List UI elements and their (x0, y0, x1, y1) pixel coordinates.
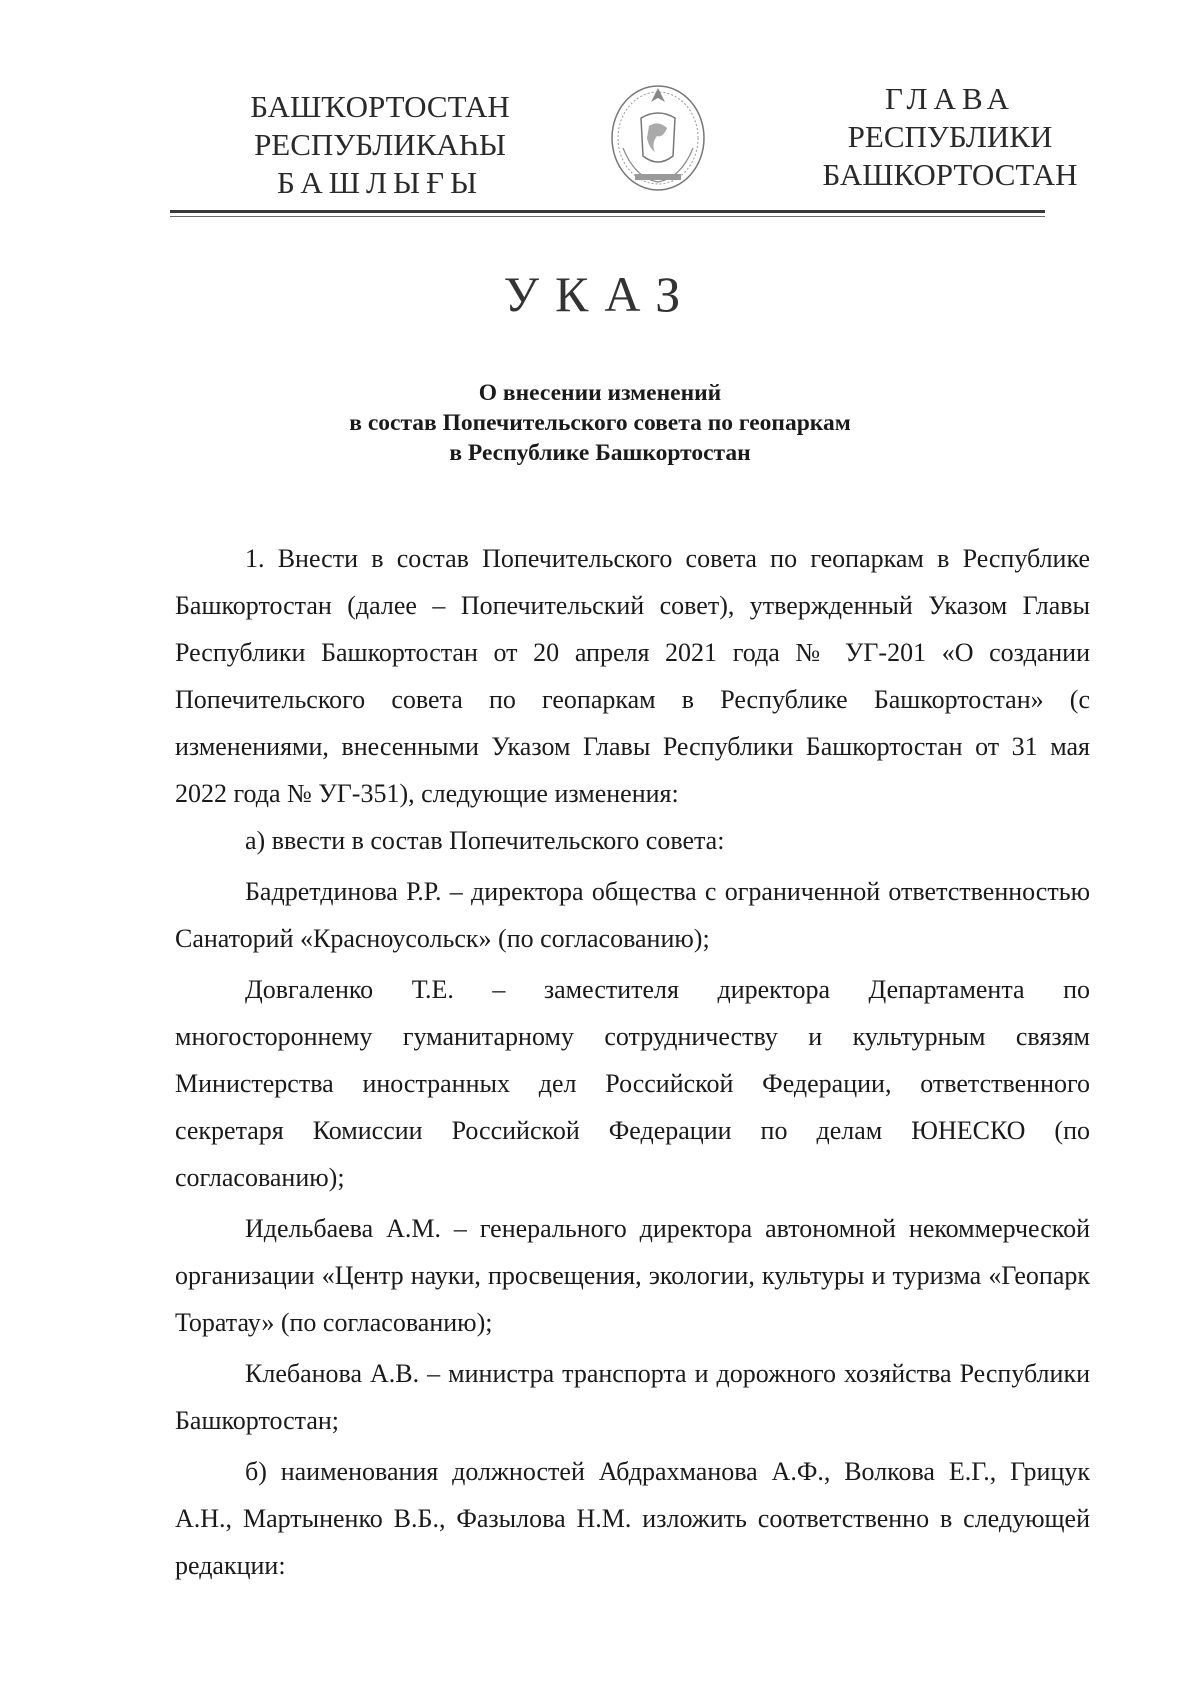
paragraph: 1. Внести в состав Попечительского совета по геопаркам в Республике Башкортостан (далее – Попечительский совет), утвержденный Указом Главы Республики Башкортостан от 20 апреля 2021 года № УГ-201 «О создании Попечительского совета по геопаркам в Республике Башкортостан» (с изменениями, внесенными Указом Главы Республики Башкортостан от 31 мая 2022 года № УГ-351), следующие изменения: (175, 544, 1090, 808)
document-title (200, 378, 1000, 468)
paragraph: Клебанова А.В. – министра транспорта и дорожного хозяйства Республики Башкортостан; (175, 1359, 1090, 1435)
paragraph: Довгаленко Т.Е. – заместителя директора Департамента по многостороннему гуманитарному сотрудничеству и культурным связям Министерства иностранных дел Российской Федерации, ответственного секретаря Комиссии Российской Федерации по делам ЮНЕСКО (по согласованию); (175, 975, 1090, 1192)
header-bashkir-line-3: БАШЛЫҒЫ (276, 165, 484, 200)
coat-of-arms-emblem (605, 78, 711, 198)
paragraph: Идельбаева А.М. – генерального директора автономной некоммерческой организации «Центр науки, просвещения, экологии, культуры и туризма «Геопарк Торатау» (по согласованию); (175, 1214, 1090, 1337)
document-body (175, 535, 1090, 1589)
header-bashkir (210, 88, 550, 202)
header-russian-line-3: БАШКОРТОСТАН (822, 157, 1078, 192)
paragraph: б) наименования должностей Абдрахманова А.Ф., Волкова Е.Г., Грицук А.Н., Мартыненко В.Б., Фазылова Н.М. изложить соответственно в следующей редакции: (175, 1457, 1090, 1580)
header-russian-line-2: РЕСПУБЛИКИ (847, 119, 1053, 154)
title-line-3: в Республике Башкортостан (449, 440, 751, 466)
header-russian (785, 80, 1115, 194)
title-line-1: О внесении изменений (478, 380, 722, 406)
header-bashkir-line-2: РЕСПУБЛИКАҺЫ (254, 127, 506, 162)
title-line-2: в состав Попечительского совета по геопаркам (349, 410, 851, 436)
document-type-heading: УКАЗ (503, 266, 697, 322)
header-divider-thin (170, 216, 1045, 217)
header-russian-line-1: ГЛАВА (884, 81, 1016, 116)
header-bashkir-line-1: БАШҠОРТОСТАН (250, 89, 510, 124)
paragraph: Бадретдинова Р.Р. – директора общества с ограниченной ответственностью Санаторий «Красноусольск» (по согласованию); (175, 877, 1090, 953)
header-divider-thick (170, 210, 1045, 213)
paragraph: а) ввести в состав Попечительского совета: (245, 826, 725, 855)
